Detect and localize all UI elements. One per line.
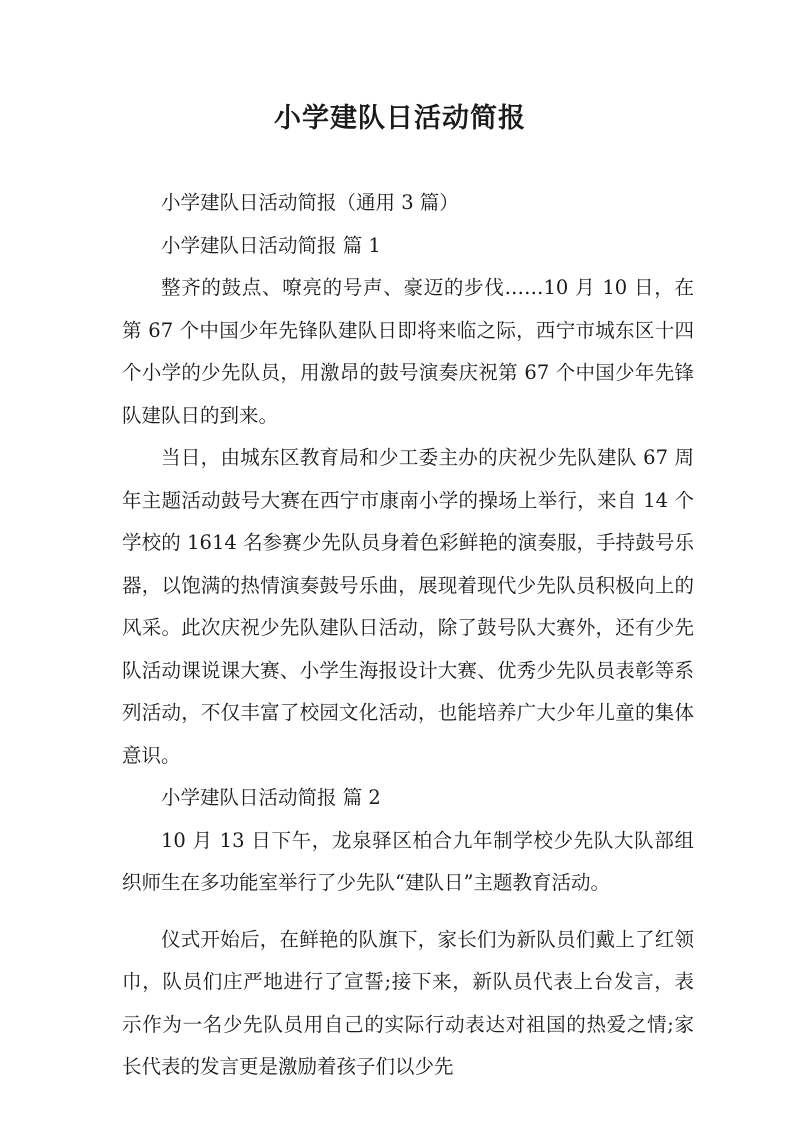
document-body (122, 182, 694, 1089)
paragraph-spacer (122, 905, 694, 919)
section-2-paragraph-2: 仪式开始后，在鲜艳的队旗下，家长们为新队员们戴上了红领巾，队员们庄严地进行了宣誓;接下来，新队员代表上台发言，表示作为一名少先队员用自己的实际行动表达对祖国的热爱之情;家长代表的发言更是激励着孩子们以少先 (122, 927, 694, 1078)
document-subtitle: 小学建队日活动简报（通用 3 篇） (161, 191, 459, 214)
section-1-heading: 小学建队日活动简报 篇 1 (161, 233, 381, 257)
document-title: 小学建队日活动简报 (274, 103, 526, 134)
section-1-paragraph-1: 整齐的鼓点、嘹亮的号声、豪迈的步伐……10 月 10 日，在第 67 个中国少年先锋队建队日即将来临之际，西宁市城东区十四个小学的少先队员，用激昂的鼓号演奏庆祝第 67 个中国少年先锋队建队日的到来。 (122, 276, 694, 427)
section-1-paragraph-2: 当日，由城东区教育局和少工委主办的庆祝少先队建队 67 周年主题活动鼓号大赛在西宁市康南小学的操场上举行，来自 14 个学校的 1614 名参赛少先队员身着色彩鲜艳的演奏服，手持鼓号乐器，以饱满的热情演奏鼓号乐曲，展现着现代少先队员积极向上的风采。此次庆祝少先队建队日活动，除了鼓号队大赛外，还有少先队活动课说课大赛、小学生海报设计大赛、优秀少先队员表彰等系列活动，不仅丰富了校园文化活动，也能培养广大少年儿童的集体意识。 (122, 446, 694, 767)
section-2-heading: 小学建队日活动简报 篇 2 (161, 786, 381, 809)
section-2-paragraph-1: 10 月 13 日下午，龙泉驿区柏合九年制学校少先队大队部组织师生在多功能室举行了少先队“建队日”主题教育活动。 (122, 828, 694, 894)
